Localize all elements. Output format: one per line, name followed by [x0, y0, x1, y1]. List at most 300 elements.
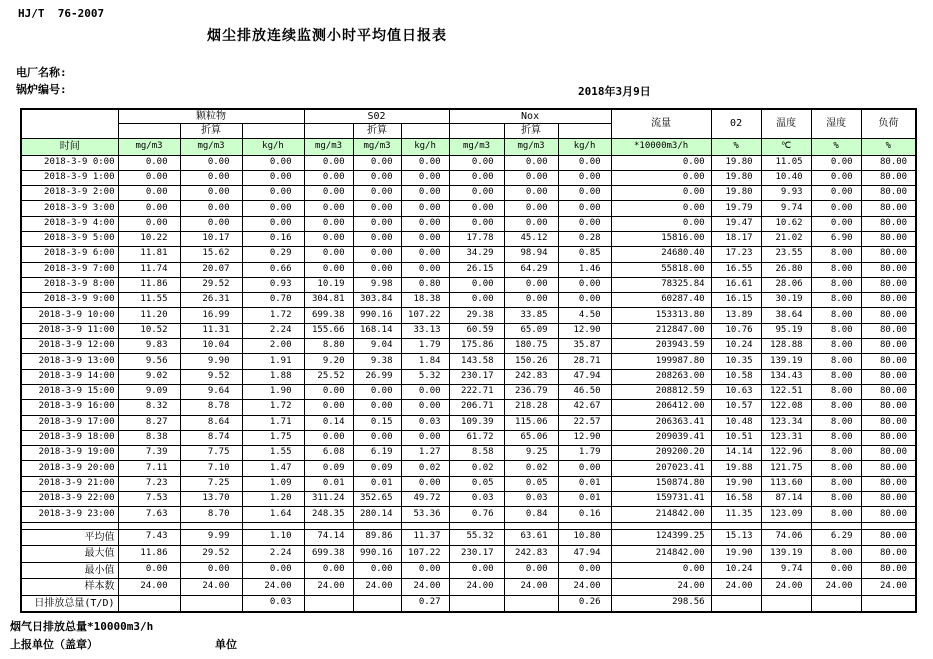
value-cell: 1.72: [242, 308, 304, 323]
subheader-blank: [401, 123, 449, 138]
value-cell: 0.01: [353, 476, 401, 491]
value-cell: 26.99: [353, 369, 401, 384]
value-cell: 0.02: [401, 461, 449, 476]
value-cell: 80.00: [861, 415, 916, 430]
value-cell: 80.00: [861, 446, 916, 461]
value-cell: 230.17: [449, 546, 504, 563]
value-cell: 1.20: [242, 492, 304, 507]
value-cell: 80.00: [861, 231, 916, 246]
value-cell: 1.75: [242, 430, 304, 445]
reporting-unit-label: 上报单位（盖章）: [10, 638, 98, 651]
value-cell: 0.00: [449, 186, 504, 201]
value-cell: 0.00: [558, 216, 611, 231]
value-cell: 7.63: [118, 507, 180, 522]
summary-label-cell: 平均值: [21, 529, 118, 546]
value-cell: 7.10: [180, 461, 242, 476]
table-row: [21, 507, 916, 522]
monitoring-table: [20, 108, 917, 613]
table-row: [21, 323, 916, 338]
value-cell: 8.00: [811, 507, 861, 522]
value-cell: 7.39: [118, 446, 180, 461]
table-row: [21, 262, 916, 277]
table-row: [21, 400, 916, 415]
value-cell: 10.24: [711, 339, 761, 354]
value-cell: 242.83: [504, 546, 558, 563]
value-cell: 0.00: [304, 247, 353, 262]
value-cell: 8.00: [811, 308, 861, 323]
summary-row: [21, 595, 916, 612]
value-cell: 1.72: [242, 400, 304, 415]
table-row: [21, 155, 916, 170]
value-cell: 0.00: [180, 216, 242, 231]
value-cell: 0.00: [504, 170, 558, 185]
value-cell: 21.02: [761, 231, 811, 246]
value-cell: 9.56: [118, 354, 180, 369]
value-cell: 80.00: [861, 546, 916, 563]
value-cell: 153313.80: [611, 308, 711, 323]
value-cell: 0.00: [401, 562, 449, 579]
value-cell: 159731.41: [611, 492, 711, 507]
value-cell: 8.78: [180, 400, 242, 415]
load-header: 负荷: [861, 109, 916, 138]
value-cell: 1.84: [401, 354, 449, 369]
value-cell: 0.00: [180, 186, 242, 201]
value-cell: 11.05: [761, 155, 811, 170]
value-cell: 0.00: [401, 476, 449, 491]
value-cell: 0.00: [304, 430, 353, 445]
value-cell: 0.00: [353, 201, 401, 216]
value-cell: 17.78: [449, 231, 504, 246]
value-cell: 80.00: [861, 247, 916, 262]
value-cell: 230.17: [449, 369, 504, 384]
time-header: 时间: [21, 138, 118, 155]
value-cell: 122.96: [761, 446, 811, 461]
value-cell: 1.27: [401, 446, 449, 461]
time-cell: 2018-3-9 10:00: [21, 308, 118, 323]
value-cell: 8.00: [811, 277, 861, 292]
value-cell: 55818.00: [611, 262, 711, 277]
value-cell: 15816.00: [611, 231, 711, 246]
time-cell: 2018-3-9 4:00: [21, 216, 118, 231]
value-cell: [861, 595, 916, 612]
value-cell: 0.00: [353, 155, 401, 170]
blank-cell: [180, 522, 242, 529]
unit-header: kg/h: [558, 138, 611, 155]
value-cell: 0.00: [401, 400, 449, 415]
value-cell: 34.29: [449, 247, 504, 262]
value-cell: 298.56: [611, 595, 711, 612]
value-cell: 0.00: [401, 186, 449, 201]
value-cell: 6.29: [811, 529, 861, 546]
blank-cell: [811, 522, 861, 529]
value-cell: 13.70: [180, 492, 242, 507]
time-cell: 2018-3-9 2:00: [21, 186, 118, 201]
value-cell: 29.38: [449, 308, 504, 323]
value-cell: 9.64: [180, 384, 242, 399]
value-cell: 11.86: [118, 277, 180, 292]
value-cell: 8.00: [811, 492, 861, 507]
value-cell: [180, 595, 242, 612]
unit-header: kg/h: [242, 138, 304, 155]
converted-header-so2: 折算: [353, 123, 401, 138]
value-cell: 80.00: [861, 507, 916, 522]
value-cell: 9.09: [118, 384, 180, 399]
value-cell: 16.58: [711, 492, 761, 507]
value-cell: 0.00: [558, 186, 611, 201]
value-cell: 8.00: [811, 430, 861, 445]
value-cell: 0.00: [401, 430, 449, 445]
value-cell: 10.51: [711, 430, 761, 445]
value-cell: 236.79: [504, 384, 558, 399]
value-cell: 218.28: [504, 400, 558, 415]
group-header-so2: S02: [304, 109, 449, 123]
value-cell: 143.58: [449, 354, 504, 369]
value-cell: 16.15: [711, 293, 761, 308]
value-cell: 0.00: [449, 562, 504, 579]
value-cell: 24.00: [861, 579, 916, 596]
value-cell: 122.08: [761, 400, 811, 415]
value-cell: 19.79: [711, 201, 761, 216]
value-cell: 8.00: [811, 415, 861, 430]
value-cell: 0.00: [118, 155, 180, 170]
value-cell: 18.17: [711, 231, 761, 246]
value-cell: 60.59: [449, 323, 504, 338]
value-cell: 0.76: [449, 507, 504, 522]
time-cell: 2018-3-9 11:00: [21, 323, 118, 338]
value-cell: 18.38: [401, 293, 449, 308]
summary-row: [21, 579, 916, 596]
value-cell: 1.55: [242, 446, 304, 461]
value-cell: 24.00: [304, 579, 353, 596]
table-row: [21, 186, 916, 201]
value-cell: 8.00: [811, 293, 861, 308]
blank-cell: [21, 522, 118, 529]
value-cell: 9.04: [353, 339, 401, 354]
value-cell: 0.00: [180, 562, 242, 579]
value-cell: 29.52: [180, 546, 242, 563]
unit-header: mg/m3: [180, 138, 242, 155]
value-cell: 24.00: [242, 579, 304, 596]
value-cell: 11.74: [118, 262, 180, 277]
value-cell: 0.00: [558, 277, 611, 292]
value-cell: 46.50: [558, 384, 611, 399]
unit-header: mg/m3: [353, 138, 401, 155]
time-cell: 2018-3-9 21:00: [21, 476, 118, 491]
time-cell: 2018-3-9 23:00: [21, 507, 118, 522]
blank-cell: [242, 522, 304, 529]
value-cell: 0.00: [449, 201, 504, 216]
blank-cell: [558, 522, 611, 529]
value-cell: 7.75: [180, 446, 242, 461]
value-cell: [304, 595, 353, 612]
value-cell: 206412.00: [611, 400, 711, 415]
summary-label-cell: 最大值: [21, 546, 118, 563]
value-cell: 0.00: [118, 186, 180, 201]
value-cell: 61.72: [449, 430, 504, 445]
value-cell: 19.90: [711, 546, 761, 563]
value-cell: 80.00: [861, 562, 916, 579]
value-cell: [761, 595, 811, 612]
subheader-blank: [304, 123, 353, 138]
value-cell: 80.00: [861, 277, 916, 292]
summary-row: [21, 546, 916, 563]
value-cell: 0.00: [504, 562, 558, 579]
value-cell: 87.14: [761, 492, 811, 507]
value-cell: 0.00: [811, 155, 861, 170]
table-row: [21, 492, 916, 507]
value-cell: 222.71: [449, 384, 504, 399]
value-cell: 0.00: [304, 262, 353, 277]
value-cell: 122.51: [761, 384, 811, 399]
table-row: [21, 384, 916, 399]
table-row: [21, 201, 916, 216]
standard-number: HJ/T 76-2007: [18, 7, 105, 20]
value-cell: 0.00: [611, 201, 711, 216]
value-cell: 0.00: [353, 247, 401, 262]
value-cell: 123.34: [761, 415, 811, 430]
table-row: [21, 231, 916, 246]
value-cell: 8.27: [118, 415, 180, 430]
value-cell: 63.61: [504, 529, 558, 546]
value-cell: 209039.41: [611, 430, 711, 445]
value-cell: 0.00: [353, 262, 401, 277]
summary-label-cell: 最小值: [21, 562, 118, 579]
value-cell: 0.00: [449, 293, 504, 308]
value-cell: 0.00: [304, 384, 353, 399]
unit-header: %: [711, 138, 761, 155]
value-cell: [711, 595, 761, 612]
value-cell: 0.00: [242, 155, 304, 170]
value-cell: 9.02: [118, 369, 180, 384]
value-cell: [353, 595, 401, 612]
value-cell: 15.13: [711, 529, 761, 546]
value-cell: 11.86: [118, 546, 180, 563]
value-cell: 11.55: [118, 293, 180, 308]
value-cell: 64.29: [504, 262, 558, 277]
value-cell: 0.00: [558, 293, 611, 308]
value-cell: 0.28: [558, 231, 611, 246]
value-cell: 19.80: [711, 170, 761, 185]
value-cell: 990.16: [353, 546, 401, 563]
unit-header: %: [861, 138, 916, 155]
value-cell: 0.00: [558, 155, 611, 170]
table-row: [21, 277, 916, 292]
value-cell: 0.00: [353, 562, 401, 579]
blank-cell: [353, 522, 401, 529]
value-cell: 24.00: [353, 579, 401, 596]
value-cell: 128.88: [761, 339, 811, 354]
blank-cell: [504, 522, 558, 529]
value-cell: 0.00: [811, 201, 861, 216]
value-cell: 16.61: [711, 277, 761, 292]
blank-cell: [401, 522, 449, 529]
value-cell: 0.00: [504, 186, 558, 201]
value-cell: 10.04: [180, 339, 242, 354]
value-cell: 121.75: [761, 461, 811, 476]
value-cell: 10.19: [304, 277, 353, 292]
value-cell: 1.79: [401, 339, 449, 354]
value-cell: 33.13: [401, 323, 449, 338]
value-cell: 24.00: [118, 579, 180, 596]
value-cell: 26.31: [180, 293, 242, 308]
value-cell: 11.81: [118, 247, 180, 262]
table-row: [21, 216, 916, 231]
value-cell: 0.14: [304, 415, 353, 430]
summary-label-cell: 样本数: [21, 579, 118, 596]
value-cell: 0.84: [504, 507, 558, 522]
value-cell: 65.06: [504, 430, 558, 445]
value-cell: 13.89: [711, 308, 761, 323]
value-cell: 55.32: [449, 529, 504, 546]
value-cell: 0.85: [558, 247, 611, 262]
value-cell: [118, 595, 180, 612]
value-cell: 0.00: [353, 216, 401, 231]
value-cell: 6.08: [304, 446, 353, 461]
value-cell: 80.00: [861, 262, 916, 277]
value-cell: 180.75: [504, 339, 558, 354]
value-cell: 28.71: [558, 354, 611, 369]
value-cell: 80.00: [861, 201, 916, 216]
subheader-blank: [449, 123, 504, 138]
time-cell: 2018-3-9 18:00: [21, 430, 118, 445]
value-cell: 11.35: [711, 507, 761, 522]
table-row: [21, 430, 916, 445]
time-cell: 2018-3-9 8:00: [21, 277, 118, 292]
unit-header: ℃: [761, 138, 811, 155]
time-cell: 2018-3-9 5:00: [21, 231, 118, 246]
value-cell: 0.01: [304, 476, 353, 491]
value-cell: 8.00: [811, 384, 861, 399]
value-cell: 8.00: [811, 339, 861, 354]
value-cell: 95.19: [761, 323, 811, 338]
value-cell: 1.71: [242, 415, 304, 430]
value-cell: 80.00: [861, 216, 916, 231]
value-cell: 0.00: [401, 216, 449, 231]
value-cell: 0.00: [611, 155, 711, 170]
value-cell: 0.00: [401, 201, 449, 216]
value-cell: 0.00: [811, 216, 861, 231]
value-cell: 89.86: [353, 529, 401, 546]
value-cell: 0.00: [611, 186, 711, 201]
time-cell: 2018-3-9 0:00: [21, 155, 118, 170]
value-cell: 15.62: [180, 247, 242, 262]
value-cell: 0.00: [118, 216, 180, 231]
value-cell: 8.00: [811, 461, 861, 476]
value-cell: 9.83: [118, 339, 180, 354]
value-cell: 209200.20: [611, 446, 711, 461]
value-cell: 80.00: [861, 400, 916, 415]
value-cell: 0.16: [558, 507, 611, 522]
value-cell: 4.50: [558, 308, 611, 323]
time-header-blank: [21, 109, 118, 138]
value-cell: 0.00: [558, 562, 611, 579]
value-cell: 65.09: [504, 323, 558, 338]
value-cell: 280.14: [353, 507, 401, 522]
value-cell: 20.07: [180, 262, 242, 277]
value-cell: 60287.40: [611, 293, 711, 308]
subheader-blank: [242, 123, 304, 138]
value-cell: 0.00: [180, 155, 242, 170]
value-cell: 0.70: [242, 293, 304, 308]
value-cell: 9.74: [761, 201, 811, 216]
value-cell: 8.00: [811, 400, 861, 415]
value-cell: 0.80: [401, 277, 449, 292]
value-cell: 248.35: [304, 507, 353, 522]
table-row: [21, 247, 916, 262]
value-cell: 10.57: [711, 400, 761, 415]
value-cell: 24.00: [180, 579, 242, 596]
unit-label: 单位: [215, 638, 237, 651]
value-cell: 22.57: [558, 415, 611, 430]
value-cell: 6.90: [811, 231, 861, 246]
value-cell: 8.58: [449, 446, 504, 461]
value-cell: 0.00: [401, 384, 449, 399]
value-cell: 2.00: [242, 339, 304, 354]
value-cell: 26.80: [761, 262, 811, 277]
value-cell: 0.00: [304, 231, 353, 246]
value-cell: 0.16: [242, 231, 304, 246]
unit-header: mg/m3: [449, 138, 504, 155]
value-cell: 0.00: [611, 562, 711, 579]
value-cell: 24.00: [711, 579, 761, 596]
value-cell: 0.01: [558, 476, 611, 491]
value-cell: 80.00: [861, 384, 916, 399]
value-cell: 80.00: [861, 155, 916, 170]
value-cell: 0.00: [118, 201, 180, 216]
value-cell: 303.84: [353, 293, 401, 308]
value-cell: 19.90: [711, 476, 761, 491]
value-cell: 0.00: [353, 384, 401, 399]
flow-header: 流量: [611, 109, 711, 138]
time-cell: 2018-3-9 19:00: [21, 446, 118, 461]
value-cell: 10.80: [558, 529, 611, 546]
subheader-blank: [558, 123, 611, 138]
value-cell: 80.00: [861, 492, 916, 507]
converted-header-pm: 折算: [180, 123, 242, 138]
value-cell: 80.00: [861, 461, 916, 476]
value-cell: 0.00: [180, 170, 242, 185]
value-cell: 0.00: [304, 400, 353, 415]
table-row: [21, 415, 916, 430]
value-cell: 0.00: [353, 430, 401, 445]
value-cell: 80.00: [861, 339, 916, 354]
value-cell: 0.03: [504, 492, 558, 507]
value-cell: 109.39: [449, 415, 504, 430]
value-cell: 0.00: [811, 186, 861, 201]
value-cell: 8.80: [304, 339, 353, 354]
subheader-blank: [118, 123, 180, 138]
value-cell: 19.80: [711, 186, 761, 201]
value-cell: 0.00: [401, 170, 449, 185]
blank-cell: [611, 522, 711, 529]
value-cell: 0.00: [242, 562, 304, 579]
value-cell: 8.00: [811, 247, 861, 262]
value-cell: 0.00: [353, 170, 401, 185]
value-cell: 123.31: [761, 430, 811, 445]
value-cell: 0.00: [304, 201, 353, 216]
value-cell: 10.52: [118, 323, 180, 338]
value-cell: 115.06: [504, 415, 558, 430]
value-cell: 0.00: [242, 170, 304, 185]
group-header-nox: Nox: [449, 109, 611, 123]
value-cell: 206.71: [449, 400, 504, 415]
value-cell: 123.09: [761, 507, 811, 522]
humidity-header: 湿度: [811, 109, 861, 138]
value-cell: 0.00: [449, 277, 504, 292]
value-cell: 1.10: [242, 529, 304, 546]
value-cell: 9.93: [761, 186, 811, 201]
value-cell: 5.32: [401, 369, 449, 384]
